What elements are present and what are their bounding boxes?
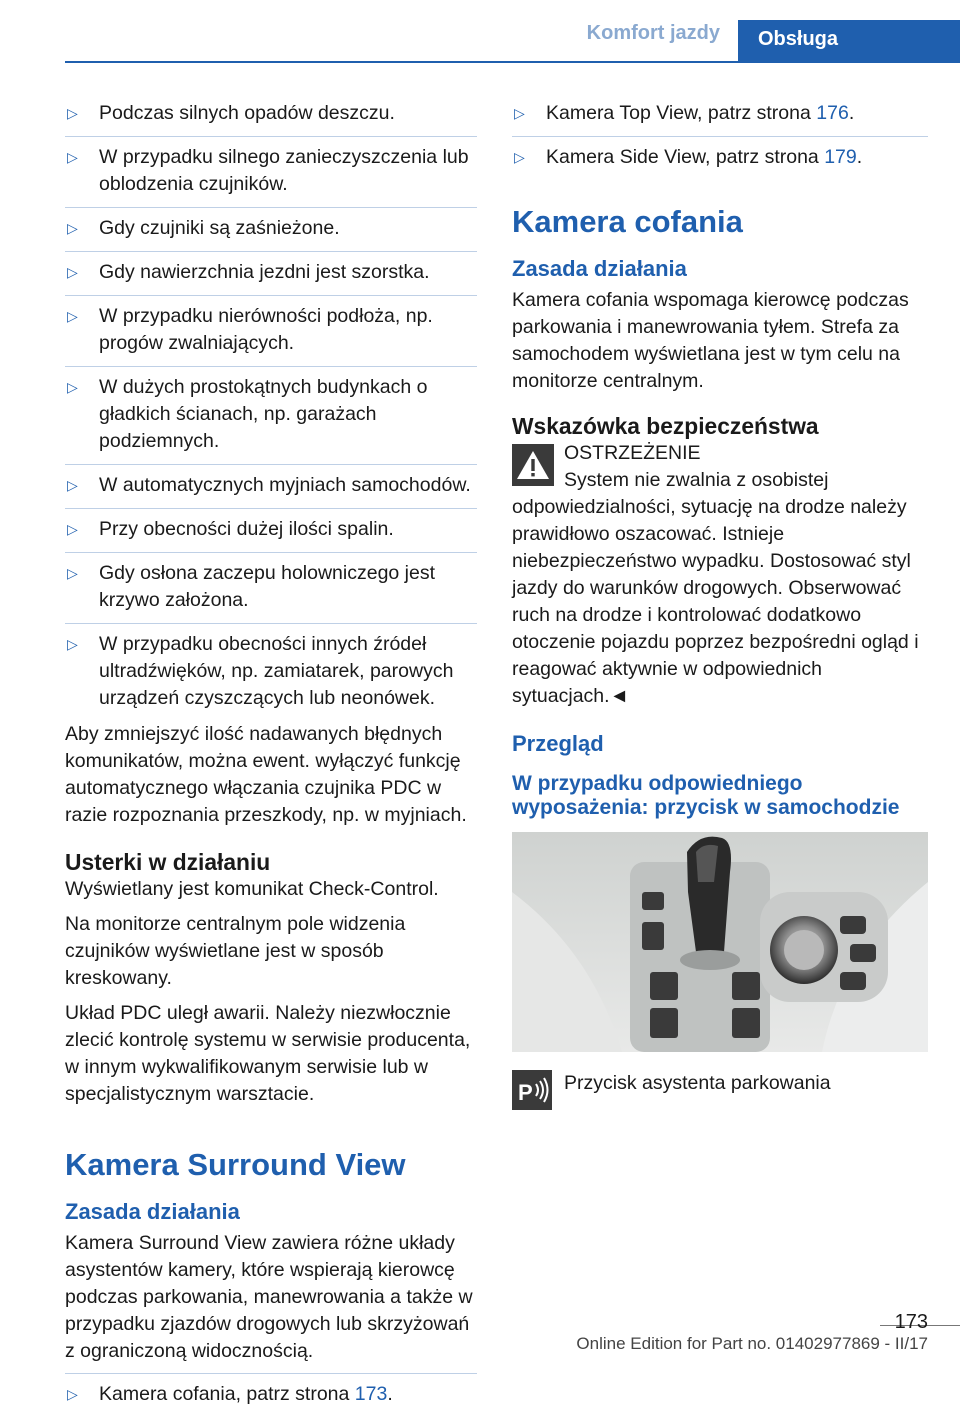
warning-block [512, 440, 928, 710]
list-item: ▷ Kamera cofania, patrz strona 173. [65, 1373, 477, 1408]
park-assist-button-icon [512, 1070, 552, 1110]
edition-note: Online Edition for Part no. 01402977869 - II/17 [576, 1334, 928, 1353]
rear-camera-heading: Kamera cofania [512, 204, 743, 239]
list-item: ▷ W przypadku obecności innych źródeł ultradźwięków, np. zamiatarek, parowych urządzeń czyszczących lub neonówek. [65, 623, 477, 712]
bullet-triangle-icon: ▷ [67, 477, 78, 493]
list-item: ▷ Kamera Top View, patrz strona 176. [512, 100, 928, 127]
rear-principle-paragraph: Kamera cofania wspomaga kierowcę podczas parkowania i manewrowania tyłem. Strefa za samochodem wyświetlana jest w tym celu na monitorze centralnym. [512, 289, 909, 392]
warning-title: OSTRZEŻENIE [564, 442, 701, 464]
park-assist-caption: Przycisk asystenta parkowania [564, 1072, 831, 1094]
faults-paragraph-3: Układ PDC uległ awarii. Należy niezwłocznie zlecić kontrolę systemu w serwisie producenta, w innym wykwalifikowanym serwisie lub w specjalistycznym warsztacie. [65, 1002, 471, 1105]
overview-heading: Przegląd [512, 731, 604, 756]
right-column [512, 100, 928, 1110]
list-item: ▷ W automatycznych myjniach samochodów. [65, 464, 477, 499]
surround-principle-heading: Zasada działania [65, 1199, 240, 1224]
list-item: ▷ Gdy czujniki są zaśnieżone. [65, 207, 477, 242]
header-rule [65, 61, 960, 63]
bullet-triangle-icon: ▷ [67, 636, 78, 652]
bullet-triangle-icon: ▷ [67, 149, 78, 165]
end-mark-icon: ◄ [609, 685, 629, 707]
surround-paragraph: Kamera Surround View zawiera różne układy asystentów kamery, które wspierają kierowcę podczas parkowania, manewrowania a także w przypadku zjazdów drogowych lub skrzyżowań z ograniczoną widocznością. [65, 1232, 473, 1362]
faults-paragraph-1: Wyświetlany jest komunikat Check-Control. [65, 878, 439, 900]
list-item: ▷ W przypadku nierówności podłoża, np. progów zwalniających. [65, 295, 477, 357]
bullet-triangle-icon: ▷ [67, 1386, 78, 1402]
camera-ref-list [512, 100, 928, 171]
page-link[interactable]: 179 [824, 146, 857, 168]
warning-text: System nie zwalnia z osobistej odpowiedzialności, sytuację na drodze należy prawidłowo oszacować. Istnieje niebezpieczeństwo wypadku. Dostosować styl jazdy do warunków drogowych. Obserwować ruch na drodze i kontrolować dodatkowo otoczenie pojazdu poprzez bezpośredni ogląd i reagować aktywnie w odpowiednich sytuacjach. [512, 469, 919, 707]
safety-heading: Wskazówka bezpieczeństwa [512, 413, 819, 439]
section-tab: Komfort jazdy [586, 22, 720, 44]
pdc-paragraph: Aby zmniejszyć ilość nadawanych błędnych komunikatów, można ewent. wyłączyć funkcję automatycznego włączania czujnika PDC w razie rozpoznania przeszkody, np. w myjniach. [65, 723, 467, 826]
page-link[interactable]: 173 [354, 1383, 388, 1405]
faults-heading: Usterki w działaniu [65, 849, 271, 875]
surround-view-heading: Kamera Surround View [65, 1147, 406, 1182]
bullet-triangle-icon: ▷ [67, 308, 78, 324]
surround-ref-list [65, 1373, 477, 1408]
bullet-triangle-icon: ▷ [67, 565, 78, 581]
page-link[interactable]: 176 [816, 102, 849, 124]
bullet-triangle-icon: ▷ [67, 521, 78, 537]
bullet-triangle-icon: ▷ [67, 379, 78, 395]
list-item: ▷ Gdy osłona zaczepu holowniczego jest krzywo założona. [65, 552, 477, 614]
rear-principle-heading: Zasada działania [512, 256, 687, 281]
parking-button-row [512, 1070, 928, 1105]
list-item: ▷ Kamera Side View, patrz strona 179. [512, 136, 928, 171]
chapter-tab: Obsługa [738, 20, 960, 62]
bullet-triangle-icon: ▷ [67, 220, 78, 236]
warning-triangle-icon [512, 444, 554, 486]
bullet-triangle-icon: ▷ [514, 149, 525, 165]
list-item: ▷ Podczas silnych opadów deszczu. [65, 100, 477, 127]
list-item: ▷ W dużych prostokątnych budynkach o gładkich ścianach, np. garażach podziemnych. [65, 366, 477, 455]
list-item: ▷ Gdy nawierzchnia jezdni jest szorstka. [65, 251, 477, 286]
page-header [0, 0, 960, 64]
pdc-limitations-list [65, 100, 477, 712]
equipment-heading: W przypadku odpowiedniego wyposażenia: przycisk w samochodzie [512, 772, 900, 819]
bullet-triangle-icon: ▷ [67, 264, 78, 280]
page-footer [576, 1311, 928, 1354]
page-number: 173 [894, 1311, 928, 1333]
svg-text:P: P [518, 1080, 533, 1105]
list-item: ▷ Przy obecności dużej ilości spalin. [65, 508, 477, 543]
bullet-triangle-icon: ▷ [67, 105, 78, 121]
faults-paragraph-2: Na monitorze centralnym pole widzenia czujników wyświetlane jest w sposób kreskowany. [65, 913, 406, 989]
center-console-photo [512, 832, 928, 1052]
list-item: ▷ W przypadku silnego zanieczyszczenia lub oblodzenia czujników. [65, 136, 477, 198]
left-column [65, 100, 477, 1417]
bullet-triangle-icon: ▷ [514, 105, 525, 121]
